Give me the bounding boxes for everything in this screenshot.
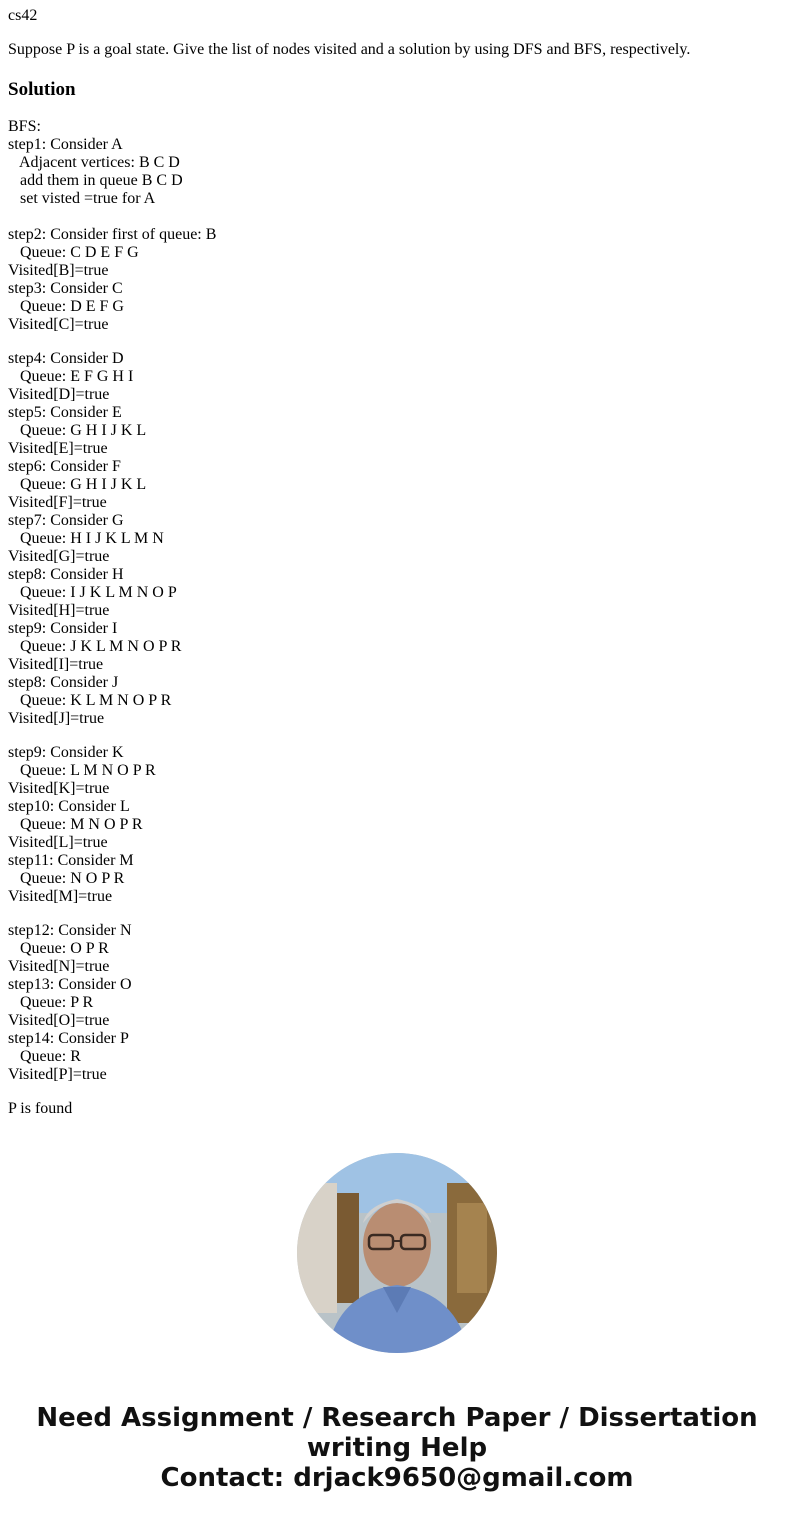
paragraph-gap — [8, 728, 788, 744]
step-add: add them in queue B C D — [20, 172, 183, 189]
step-queue: Queue: H I J K L M N — [20, 530, 164, 547]
step-queue: Queue: G H I J K L — [20, 476, 147, 493]
step-title: step7: Consider G — [8, 512, 124, 529]
step-title: step10: Consider L — [8, 798, 130, 815]
step-queue: Queue: R — [20, 1048, 81, 1065]
avatar — [297, 1153, 497, 1353]
step-queue: Queue: J K L M N O P R — [20, 638, 182, 655]
step-visited: Visited[I]=true — [8, 656, 104, 673]
step-visited: Visited[G]=true — [8, 548, 110, 565]
course-code — [8, 7, 788, 25]
question-text: Suppose P is a goal state. Give the list of nodes visited and a solution by using DFS and BFS, respectively. — [8, 41, 691, 58]
step-visited: Visited[D]=true — [8, 386, 110, 403]
conclusion-text: P is found — [8, 1100, 73, 1117]
step-title: step6: Consider F — [8, 458, 121, 475]
step-queue: Queue: K L M N O P R — [20, 692, 172, 709]
step-visited: Visited[H]=true — [8, 602, 110, 619]
step-block — [8, 136, 788, 208]
step-title: step13: Consider O — [8, 976, 132, 993]
step-title: step11: Consider M — [8, 852, 134, 869]
promo-line-2: writing Help — [306, 1433, 488, 1463]
step-queue: Queue: O P R — [20, 940, 109, 957]
step-title: step2: Consider first of queue: B — [8, 226, 217, 243]
step-visited: Visited[M]=true — [8, 888, 113, 905]
step-title: step8: Consider J — [8, 674, 119, 691]
portrait-image — [297, 1153, 497, 1353]
blank-line — [8, 208, 788, 226]
paragraph-gap — [8, 1084, 788, 1100]
step-queue: Queue: G H I J K L — [20, 422, 147, 439]
step-queue: Queue: N O P R — [20, 870, 125, 887]
step-title: step4: Consider D — [8, 350, 124, 367]
promo-line-3: Contact: drjack9650@gmail.com — [160, 1463, 634, 1493]
step-queue: Queue: D E F G — [20, 298, 124, 315]
step-visited: Visited[J]=true — [8, 710, 105, 727]
step-queue: Queue: L M N O P R — [20, 762, 156, 779]
step-visited: Visited[L]=true — [8, 834, 108, 851]
step-title: step5: Consider E — [8, 404, 122, 421]
step-group-a — [8, 226, 788, 334]
step-title: step12: Consider N — [8, 922, 132, 939]
step-queue: Queue: C D E F G — [20, 244, 139, 261]
paragraph-gap — [8, 906, 788, 922]
step-queue: Queue: I J K L M N O P — [20, 584, 177, 601]
step-title: step3: Consider C — [8, 280, 123, 297]
course-code-text: cs42 — [8, 7, 38, 24]
step-queue: Queue: P R — [20, 994, 94, 1011]
step-title: step8: Consider H — [8, 566, 124, 583]
step-visited: Visited[C]=true — [8, 316, 109, 333]
step-title: step9: Consider K — [8, 744, 124, 761]
bfs-label: BFS: — [8, 118, 41, 135]
step-visited: set visted =true for A — [20, 190, 156, 207]
step-title: step9: Consider I — [8, 620, 118, 637]
step-title: step1: Consider A — [8, 136, 123, 153]
promo-banner — [0, 1403, 794, 1493]
solution-heading: Solution — [8, 79, 76, 100]
step-group-c — [8, 744, 788, 906]
step-visited: Visited[E]=true — [8, 440, 108, 457]
step-title: step14: Consider P — [8, 1030, 129, 1047]
step-visited: Visited[P]=true — [8, 1066, 107, 1083]
step-visited: Visited[K]=true — [8, 780, 110, 797]
promo-line-1: Need Assignment / Research Paper / Dissertation — [36, 1403, 758, 1433]
step-group-b — [8, 350, 788, 728]
solution-body — [8, 118, 788, 1118]
step-visited: Visited[F]=true — [8, 494, 107, 511]
step-visited: Visited[O]=true — [8, 1012, 110, 1029]
step-queue: Queue: E F G H I — [20, 368, 134, 385]
step-queue: Queue: M N O P R — [20, 816, 143, 833]
step-group-d — [8, 922, 788, 1084]
step-adjacent: Adjacent vertices: B C D — [19, 154, 180, 171]
step-visited: Visited[N]=true — [8, 958, 110, 975]
paragraph-gap — [8, 334, 788, 350]
step-visited: Visited[B]=true — [8, 262, 109, 279]
